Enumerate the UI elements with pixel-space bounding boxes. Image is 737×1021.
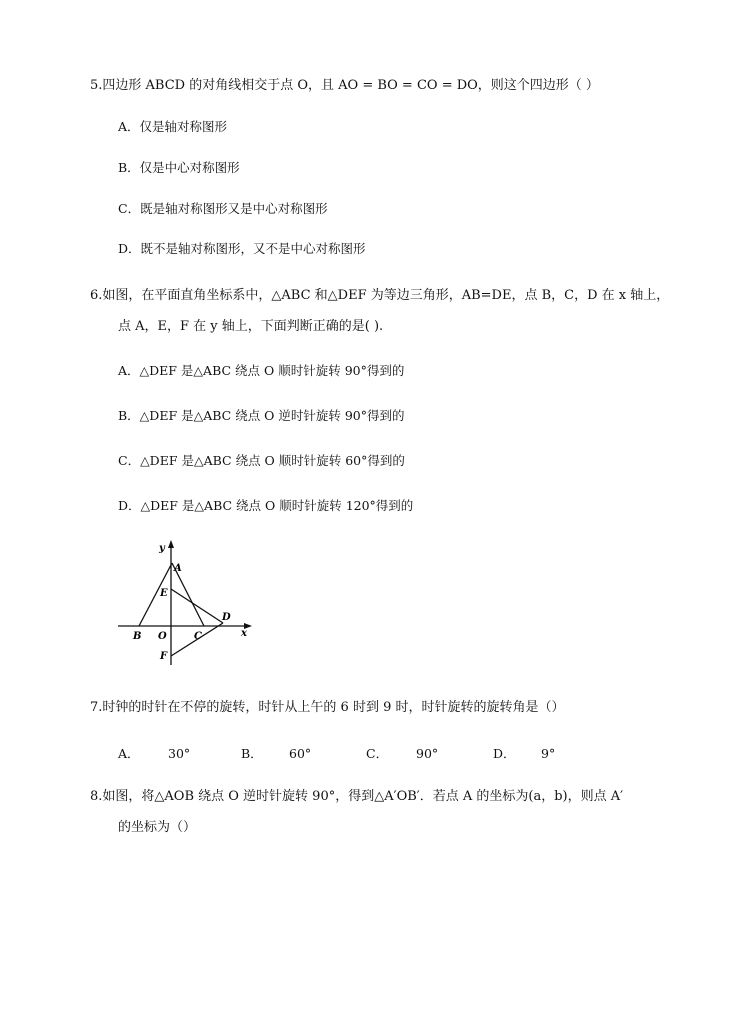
q6-stem-line2: 点 A，E，F 在 y 轴上，下面判断正确的是( ). <box>118 319 384 334</box>
label-b: B <box>133 631 142 642</box>
label-c: C <box>194 631 202 642</box>
q7-option-b-value: 60° <box>289 746 312 761</box>
label-e: E <box>160 588 168 599</box>
q7-option-b-letter: B． <box>241 746 263 761</box>
q7-option-c-letter: C． <box>366 746 389 761</box>
q8-stem-line2: 的坐标为（） <box>118 820 197 835</box>
q6-option-d: D．△DEF 是△ABC 绕点 O 顺时针旋转 120°得到的 <box>118 498 414 513</box>
label-o: O <box>158 631 167 642</box>
q7-stem: 7.时钟的时针在不停的旋转，时针从上午的 6 时到 9 时，时针旋转的旋转角是（） <box>90 700 565 715</box>
q5-option-c: C．既是轴对称图形又是中心对称图形 <box>118 201 328 216</box>
q7-option-d-letter: D． <box>493 746 516 761</box>
q5-option-d: D．既不是轴对称图形，又不是中心对称图形 <box>118 241 366 256</box>
q6-option-c: C．△DEF 是△ABC 绕点 O 顺时针旋转 60°得到的 <box>118 453 405 468</box>
q5-stem: 5.四边形 ABCD 的对角线相交于点 O，且 AO = BO = CO = DO，则这个四边形（ ） <box>90 78 599 93</box>
q6-option-b: B．△DEF 是△ABC 绕点 O 逆时针旋转 90°得到的 <box>118 408 405 423</box>
q7-option-d-value: 9° <box>541 746 556 761</box>
q7-option-a-value: 30° <box>168 746 191 761</box>
q8-stem-line1: 8.如图，将△AOB 绕点 O 逆时针旋转 90°，得到△A′OB′．若点 A 的坐标为(a，b)，则点 A′ <box>90 789 624 804</box>
q7-option-c-value: 90° <box>416 746 439 761</box>
label-y: y <box>159 543 165 554</box>
label-x: x <box>241 628 247 639</box>
q7-option-a-letter: A． <box>118 746 140 761</box>
label-d: D <box>222 612 231 623</box>
label-a: A <box>174 563 182 574</box>
q5-option-a: A．仅是轴对称图形 <box>118 119 228 134</box>
y-axis-arrow-icon <box>168 540 174 548</box>
q6-figure <box>112 535 257 675</box>
label-f: F <box>160 651 168 662</box>
triangle-def-side-ed <box>171 589 223 623</box>
q5-option-b: B．仅是中心对称图形 <box>118 160 240 175</box>
q6-stem-line1: 6.如图，在平面直角坐标系中，△ABC 和△DEF 为等边三角形，AB=DE，点 B，C，D 在 x 轴上， <box>90 288 670 303</box>
q6-option-a: A．△DEF 是△ABC 绕点 O 顺时针旋转 90°得到的 <box>118 363 405 378</box>
